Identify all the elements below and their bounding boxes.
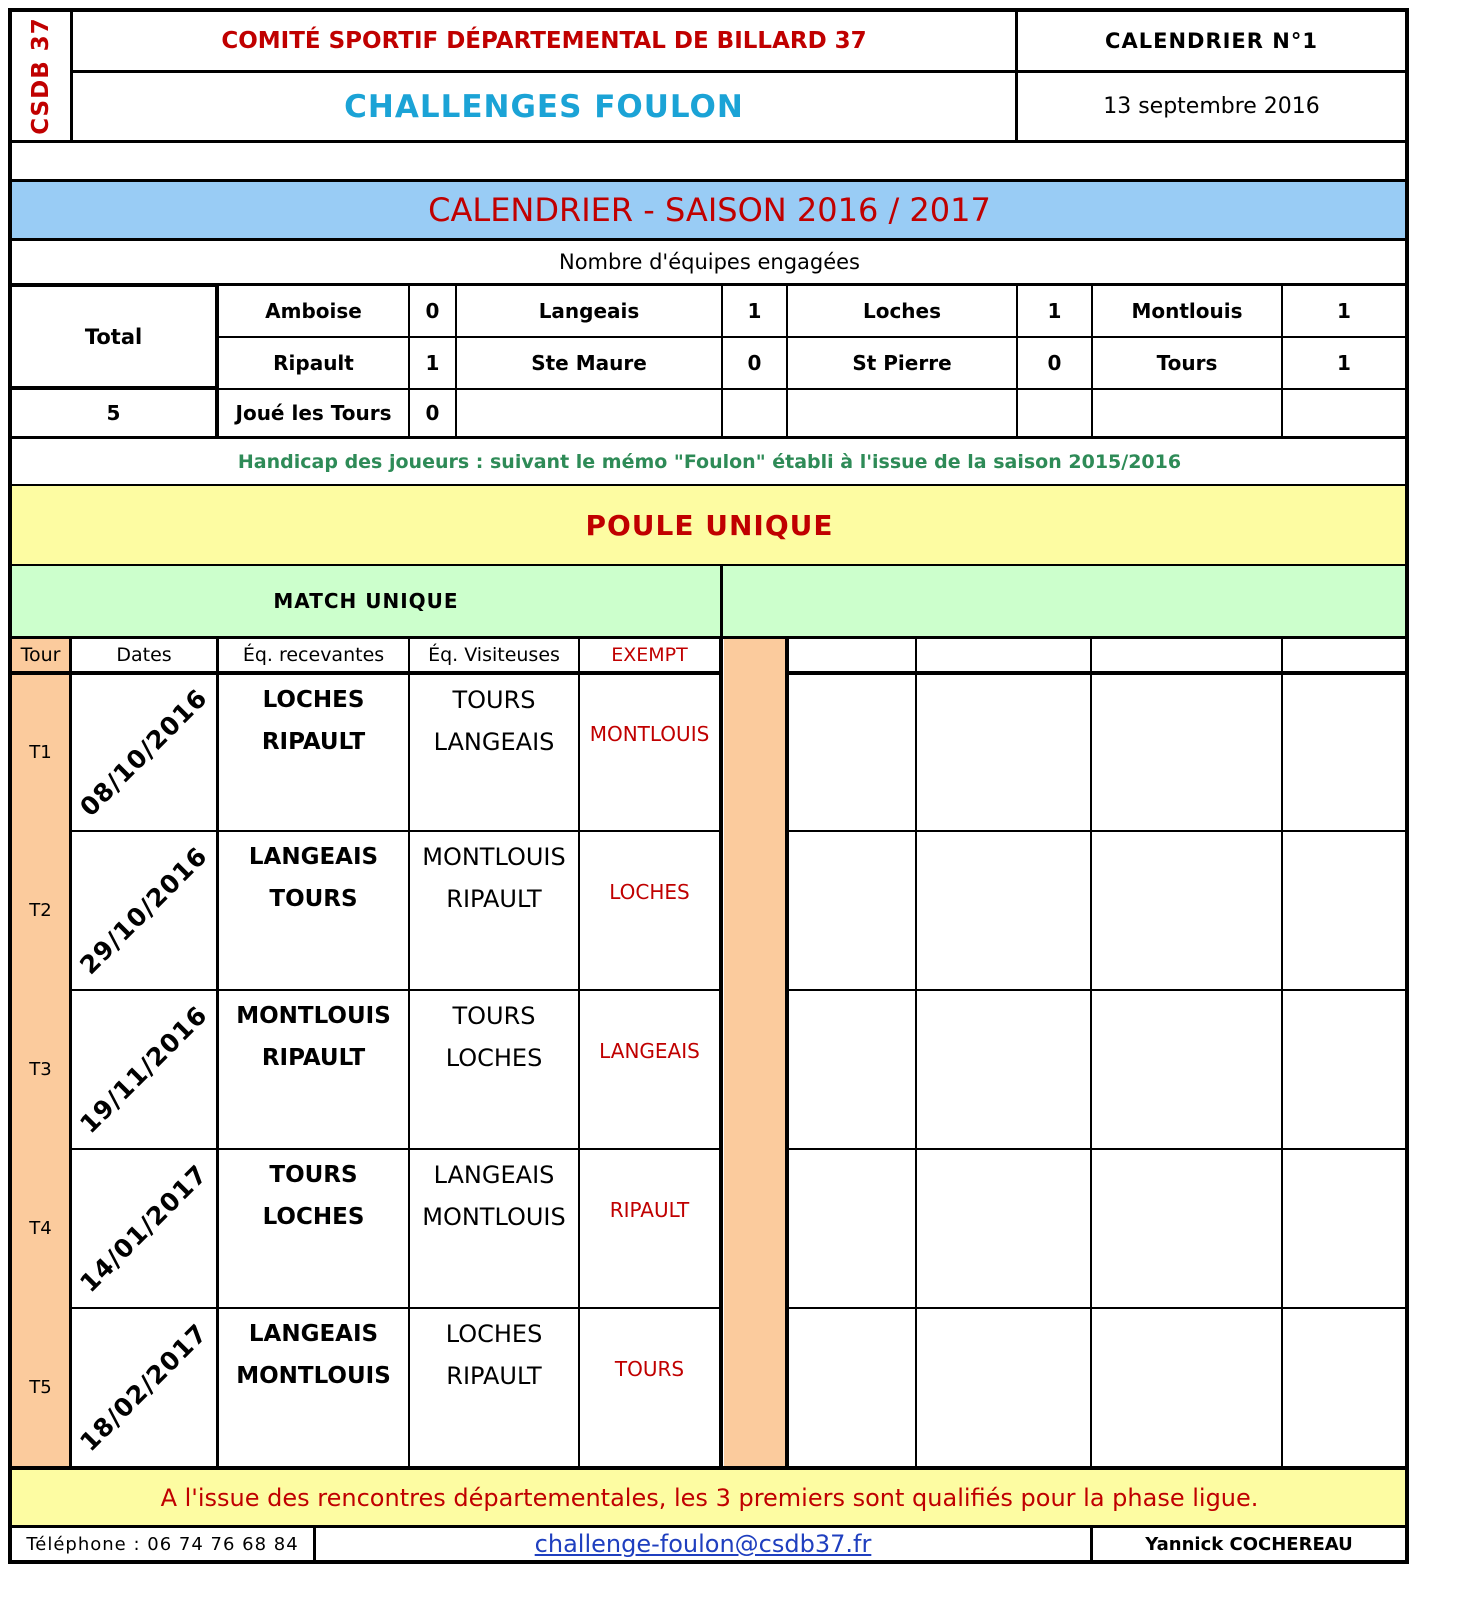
round-exempt: MONTLOUIS — [589, 721, 710, 746]
round-home-teams — [219, 675, 408, 830]
round-tour: T2 — [29, 900, 52, 921]
away-team: LANGEAIS — [433, 1161, 555, 1189]
team-count: 0 — [425, 299, 440, 323]
away-team: RIPAULT — [446, 1362, 542, 1390]
round-away-teams — [410, 675, 578, 830]
committee-name: COMITÉ SPORTIF DÉPARTEMENTAL DE BILLARD 37 — [221, 28, 867, 54]
team-count: 1 — [425, 351, 440, 375]
home-team: MONTLOUIS — [236, 1363, 391, 1389]
home-team: LANGEAIS — [248, 1321, 379, 1347]
match-title: MATCH UNIQUE — [273, 589, 459, 613]
round-away-teams — [410, 1309, 578, 1466]
away-team: MONTLOUIS — [422, 843, 566, 871]
round-tour: T1 — [29, 742, 52, 763]
column-header-exempt: EXEMPT — [611, 644, 688, 666]
team-name: Ripault — [273, 351, 354, 375]
round-exempt: LOCHES — [609, 879, 690, 904]
round-date-cell — [72, 675, 216, 830]
round-date-cell — [72, 832, 216, 989]
round-exempt: TOURS — [614, 1356, 685, 1381]
handicap-note: Handicap des joueurs : suivant le mémo "Foulon" établi à l'issue de la saison 2015/2016 — [237, 450, 1182, 473]
home-team: MONTLOUIS — [236, 1003, 391, 1029]
total-label: Total — [84, 324, 143, 349]
round-home-teams — [219, 1309, 408, 1466]
home-team: TOURS — [269, 1162, 358, 1188]
home-team: LANGEAIS — [248, 844, 379, 870]
team-name: Langeais — [538, 299, 640, 323]
header-date: 13 septembre 2016 — [1103, 94, 1320, 119]
round-tour: T5 — [29, 1377, 52, 1398]
calendar-number: CALENDRIER N°1 — [1105, 29, 1318, 53]
home-team: RIPAULT — [261, 1045, 366, 1071]
away-team: LOCHES — [445, 1320, 543, 1348]
footer-email-link[interactable]: challenge-foulon@csdb37.fr — [534, 1530, 872, 1558]
home-team: LOCHES — [262, 687, 365, 713]
team-name: Loches — [862, 299, 942, 323]
round-date: 19/11/2016 — [74, 1000, 214, 1139]
team-count: 1 — [1337, 299, 1351, 323]
team-count: 1 — [1337, 351, 1351, 375]
team-count: 0 — [747, 351, 762, 375]
footer-contact: Yannick COCHEREAU — [1145, 1533, 1353, 1555]
separator-column-bg — [724, 639, 786, 1468]
footer-phone: Téléphone : 06 74 76 68 84 — [26, 1533, 299, 1555]
round-date-cell — [72, 1309, 216, 1466]
qualification-note: A l'issue des rencontres départementales, les 3 premiers sont qualifiés pour la phase ligue. — [160, 1483, 1259, 1512]
round-exempt: LANGEAIS — [599, 1038, 700, 1063]
home-team: RIPAULT — [261, 729, 366, 755]
round-date: 08/10/2016 — [74, 683, 214, 822]
round-date-cell — [72, 991, 216, 1148]
away-team: TOURS — [452, 686, 536, 714]
team-count: 1 — [1047, 299, 1062, 323]
teams-heading: Nombre d'équipes engagées — [558, 250, 860, 274]
team-name: Amboise — [265, 299, 362, 323]
column-header-away: Éq. Visiteuses — [428, 644, 560, 666]
round-away-teams — [410, 832, 578, 989]
team-name: Ste Maure — [531, 351, 647, 375]
round-date: 29/10/2016 — [74, 841, 214, 980]
round-home-teams — [219, 991, 408, 1148]
team-name: Montlouis — [1131, 299, 1243, 323]
round-tour: T4 — [29, 1218, 52, 1239]
round-home-teams — [219, 832, 408, 989]
team-count: 0 — [1047, 351, 1062, 375]
side-label-cell — [12, 12, 70, 140]
round-away-teams — [410, 1150, 578, 1307]
team-name: Joué les Tours — [235, 401, 392, 425]
away-team: LANGEAIS — [433, 728, 555, 756]
away-team: TOURS — [452, 1002, 536, 1030]
team-name: Tours — [1156, 351, 1218, 375]
round-tour: T3 — [29, 1059, 52, 1080]
season-title: CALENDRIER - SAISON 2016 / 2017 — [428, 191, 991, 229]
total-value: 5 — [106, 401, 121, 425]
away-team: LOCHES — [445, 1044, 543, 1072]
side-label: CSDB 37 — [28, 17, 55, 135]
round-away-teams — [410, 991, 578, 1148]
column-header-dates: Dates — [116, 644, 172, 666]
away-team: RIPAULT — [446, 885, 542, 913]
round-home-teams — [219, 1150, 408, 1307]
pool-title: POULE UNIQUE — [585, 508, 834, 542]
team-count: 1 — [747, 299, 762, 323]
home-team: LOCHES — [262, 1204, 365, 1230]
round-exempt: RIPAULT — [609, 1197, 690, 1222]
page-title: CHALLENGES FOULON — [344, 88, 744, 125]
round-date: 14/01/2017 — [74, 1159, 214, 1298]
footer-email-cell — [316, 1528, 1090, 1560]
home-team: TOURS — [269, 886, 358, 912]
team-name: St Pierre — [852, 351, 952, 375]
round-date: 18/02/2017 — [74, 1318, 214, 1457]
column-header-tour: Tour — [20, 644, 61, 666]
round-date-cell — [72, 1150, 216, 1307]
column-header-home: Éq. recevantes — [242, 644, 385, 666]
away-team: MONTLOUIS — [422, 1203, 566, 1231]
team-count: 0 — [425, 401, 440, 425]
